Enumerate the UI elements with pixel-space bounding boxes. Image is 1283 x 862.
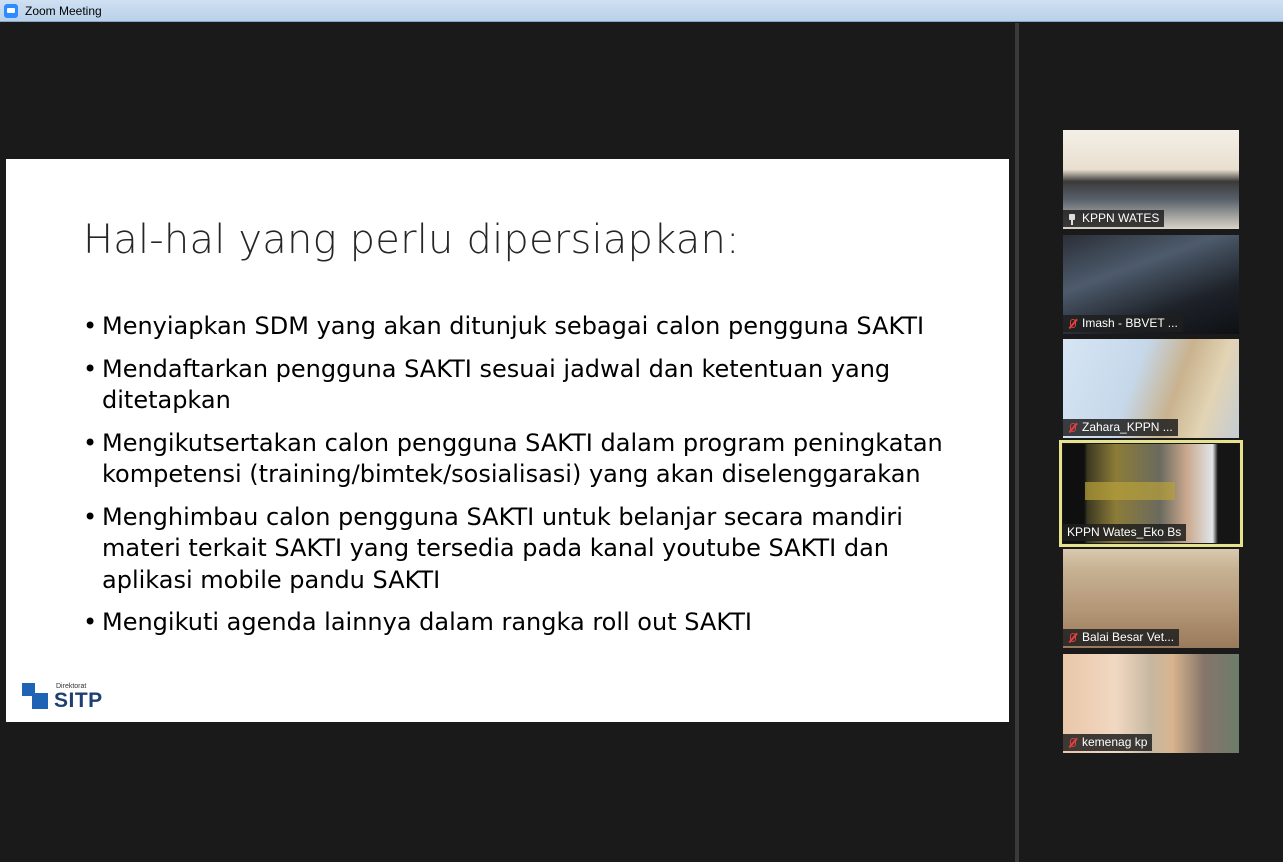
- bullet-dot: •: [83, 608, 98, 636]
- zoom-app-icon: [4, 4, 18, 18]
- logo-square-icon: [32, 693, 48, 709]
- mic-muted-icon: [1067, 318, 1077, 330]
- participant-name: Balai Besar Vet...: [1082, 630, 1175, 644]
- bullet-dot: •: [83, 502, 98, 531]
- participant-name-tag: [1063, 629, 1179, 646]
- participant-video-tile[interactable]: [1063, 235, 1239, 334]
- participant-name-tag: [1063, 210, 1164, 227]
- participant-name-tag: [1063, 315, 1183, 332]
- bullet-item: • Mendaftarkan pengguna SAKTI sesuai jadwal dan ketentuan yang ditetapkan: [83, 354, 891, 414]
- participant-gallery: [1019, 23, 1283, 862]
- mic-muted-icon: [1067, 632, 1077, 644]
- participant-video-tile[interactable]: [1063, 549, 1239, 648]
- participant-name: kemenag kp: [1082, 735, 1148, 749]
- shared-screen-area: [0, 23, 1015, 862]
- bullet-dot: •: [83, 428, 98, 457]
- participant-name-tag: [1063, 524, 1186, 541]
- participant-name: KPPN Wates_Eko Bs: [1067, 525, 1182, 539]
- mic-muted-icon: [1067, 737, 1077, 749]
- bullet-item: • Menyiapkan SDM yang akan ditunjuk sebagai calon pengguna SAKTI: [83, 311, 963, 343]
- participant-name: KPPN WATES: [1082, 211, 1160, 225]
- window-title: Zoom Meeting: [25, 3, 102, 18]
- slide-bullet-list: [83, 311, 963, 650]
- participant-name: Imash - BBVET ...: [1082, 316, 1178, 330]
- presentation-slide: [6, 159, 1009, 722]
- bullet-dot: •: [83, 354, 98, 383]
- participant-name-tag: [1063, 419, 1178, 436]
- bullet-item: • Mengikuti agenda lainnya dalam rangka roll out SAKTI: [83, 607, 963, 639]
- participant-video-tile[interactable]: [1063, 130, 1239, 229]
- bullet-item: • Mengikutsertakan calon pengguna SAKTI dalam program peningkatan kompetensi (training/bimtek/sosialisasi) yang akan diselenggarakan: [83, 428, 943, 488]
- logo-wordmark: SITP: [54, 689, 103, 712]
- participant-video-tile[interactable]: [1063, 654, 1239, 753]
- participant-name: Zahara_KPPN ...: [1082, 420, 1173, 434]
- sitp-logo: [22, 681, 122, 713]
- bullet-dot: •: [83, 312, 98, 340]
- background-banner: [1085, 482, 1175, 500]
- slide-title: Hal-hal yang perlu dipersiapkan:: [83, 217, 740, 263]
- participant-video-tile[interactable]: [1063, 339, 1239, 438]
- logo-caption: Direktorat: [56, 683, 87, 690]
- bullet-item: • Menghimbau calon pengguna SAKTI untuk belanjar secara mandiri materi terkait SAKTI yang tersedia pada kanal youtube SAKTI dan aplikasi mobile pandu SAKTI: [83, 502, 903, 594]
- participant-name-tag: [1063, 734, 1152, 751]
- mic-muted-icon: [1067, 422, 1077, 434]
- active-speaker-video-tile[interactable]: [1063, 444, 1239, 543]
- window-titlebar: [0, 0, 1283, 22]
- pin-icon: [1067, 213, 1077, 225]
